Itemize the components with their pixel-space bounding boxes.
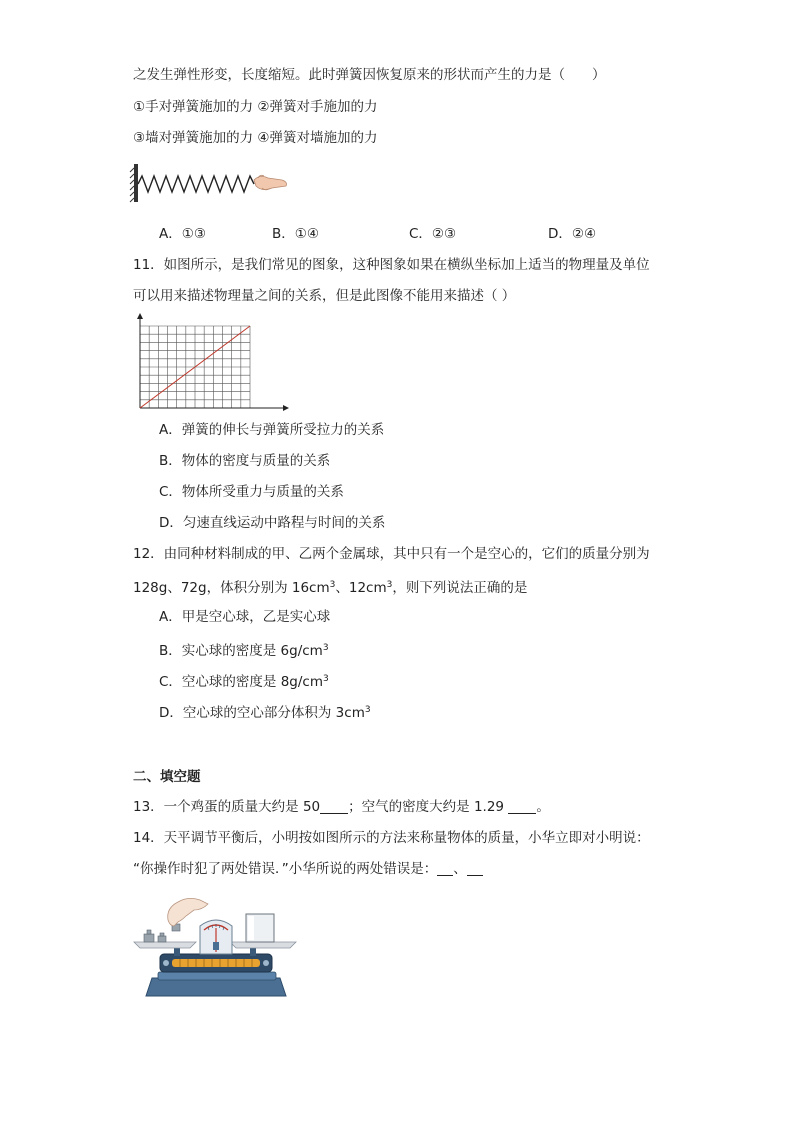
q10-option-c: C．②③ [409, 226, 457, 242]
q10-stem-tail: 之发生弹性形变，长度缩短。此时弹簧因恢复原来的形状而产生的力是（ ） [133, 67, 606, 83]
section-title: 二、填空题 [133, 769, 201, 785]
q12-stem-line-2: 128g、72g，体积分别为 $16cm^3$、$12cm^3$，则下列说法正确的是 [133, 580, 528, 596]
q11-option-d: D．匀速直线运动中路程与时间的关系 [159, 515, 386, 531]
grid-line-graph [128, 310, 298, 416]
q12-option-a: A．甲是空心球，乙是实心球 [159, 609, 331, 625]
q14-stem-line-1: 14．天平调节平衡后，小明按如图所示的方法来称量物体的质量，小华立即对小明说： [133, 830, 650, 846]
q13-stem: 13．一个鸡蛋的质量大约是 50 ；空气的密度大约是 1.29 。 [133, 799, 550, 815]
q11-option-c: C．物体所受重力与质量的关系 [159, 484, 344, 500]
q10-option-d: D．②④ [548, 226, 597, 242]
q12-option-c: C．空心球的密度是 $8g/cm^3$ [159, 674, 329, 690]
balance-scale-figure [130, 892, 300, 1002]
q14-blank-1[interactable] [437, 861, 453, 876]
q12-option-b: B．实心球的密度是 $6g/cm^3$ [159, 643, 329, 659]
q10-item-line-1: ①手对弹簧施加的力 ②弹簧对手施加的力 [133, 99, 378, 115]
q10-option-b: B．①④ [272, 226, 319, 242]
q13-blank-2[interactable] [508, 799, 536, 814]
spring-figure [128, 158, 288, 208]
q12-option-d: D．空心球的空心部分体积为 $3cm^3$ [159, 705, 371, 721]
q11-option-a: A．弹簧的伸长与弹簧所受拉力的关系 [159, 422, 385, 438]
q11-stem-line-1: 11．如图所示，是我们常见的图象，这种图象如果在横纵坐标加上适当的物理量及单位 [133, 257, 650, 273]
q10-option-a: A．①③ [159, 226, 206, 242]
q13-blank-1[interactable] [320, 799, 348, 814]
q14-blank-2[interactable] [467, 861, 483, 876]
q12-stem-line-1: 12．由同种材料制成的甲、乙两个金属球，其中只有一个是空心的，它们的质量分别为 [133, 546, 650, 562]
q11-option-b: B．物体的密度与质量的关系 [159, 453, 331, 469]
q11-stem-line-2: 可以用来描述物理量之间的关系，但是此图像不能用来描述（ ） [133, 288, 516, 304]
q10-item-line-2: ③墙对弹簧施加的力 ④弹簧对墙施加的力 [133, 130, 378, 146]
q14-stem-line-2: “你操作时犯了两处错误．”小华所说的两处错误是： 、 [133, 860, 483, 878]
